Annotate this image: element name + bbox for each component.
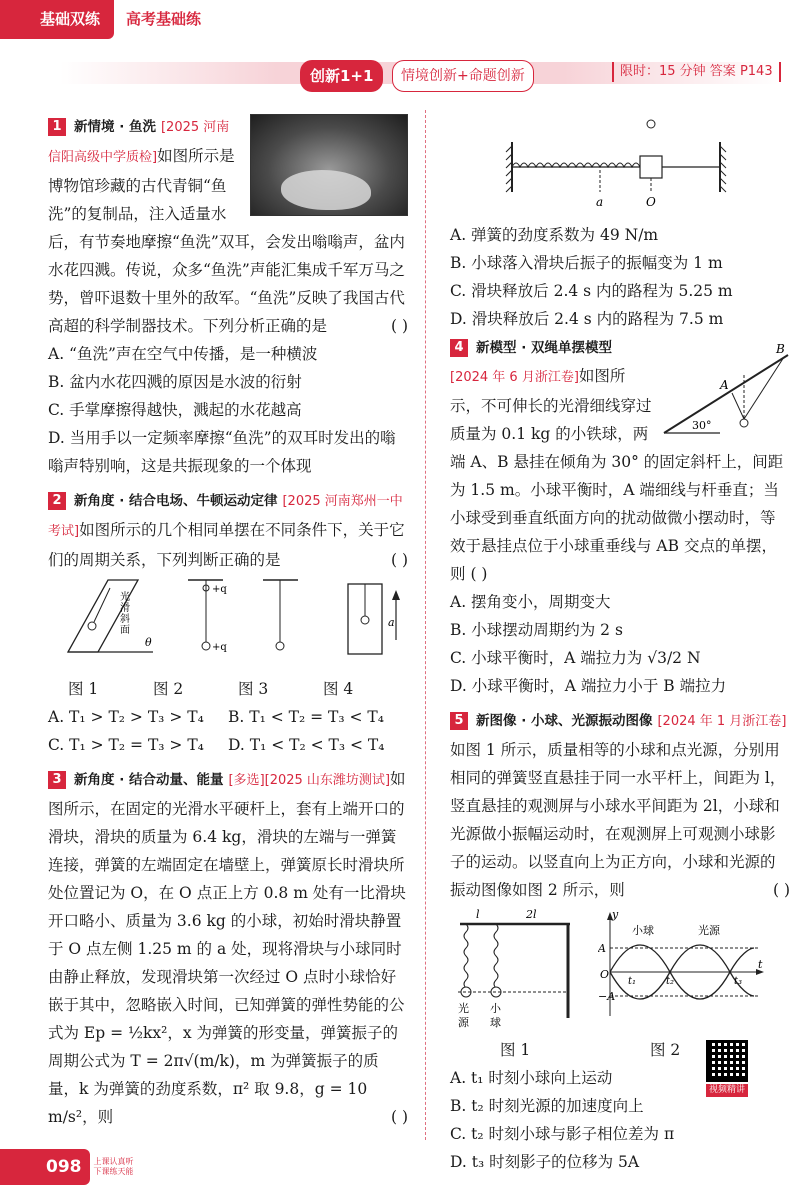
answer-paren: ( ) bbox=[470, 565, 488, 583]
question-stem: 如图 1 所示，质量相等的小球和点光源，分别用相同的弹簧竖直悬挂于同一水平杆上，间距为 l，竖直悬挂的观测屏与小球水平间距为 2l，小球和光源做小振幅运动时，在观测屏上可观测小球影子的运动。以竖直向上为正方向，小球和光源的振动图像如图 2 所示，则 bbox=[450, 741, 786, 899]
question-source: [2024 年 1 月浙江卷] bbox=[657, 714, 787, 729]
source-text: 2024 年 1 月浙江卷 bbox=[662, 714, 782, 729]
question-tag: 新角度 · 结合动量、能量 bbox=[74, 772, 224, 788]
option-a: A. t₁ 时刻小球向上运动 bbox=[450, 1069, 613, 1087]
gap-2l: 2l bbox=[526, 908, 537, 921]
option-a: A. “鱼洗”声在空气中传播，是一种横波 bbox=[48, 345, 318, 363]
question-source: [2025 河南郑州一中考试] bbox=[48, 494, 403, 539]
right-column bbox=[450, 112, 790, 1182]
amp-pos: A bbox=[598, 942, 606, 955]
question-tag: 新情境 · 鱼洗 bbox=[74, 119, 157, 135]
charge-top: +q bbox=[212, 584, 227, 595]
header-tab: 基础双练 bbox=[0, 0, 114, 39]
option-b: B. T₁ < T₂ = T₃ < T₄ bbox=[228, 708, 384, 726]
double-string-figure bbox=[660, 341, 790, 441]
question-2 bbox=[48, 486, 408, 759]
option-c: C. 手掌摩擦得越快，溅起的水花越高 bbox=[48, 401, 302, 419]
left-column bbox=[48, 112, 408, 1137]
question-stem: 如图所示是博物馆珍藏的古代青铜“鱼洗”的复制品，注入适量水后，有节奏地摩擦“鱼洗”双耳，会发出嗡嗡声，盆内水花四溅。传说，众多“鱼洗”声能汇集成千军万马之势，曾吓退数十里外的敌军。“鱼洗”反映了我国古代高超的科学制器技术。下列分析正确的是 bbox=[48, 147, 405, 335]
vibration-graph bbox=[598, 906, 768, 1036]
qr-code-icon bbox=[706, 1040, 748, 1082]
option-c: C. t₂ 时刻小球与影子相位差为 π bbox=[450, 1125, 675, 1143]
footer-slogan: 上课认真听 下课练天能 bbox=[93, 1157, 134, 1176]
option-d: D. 小球平衡时，A 端拉力小于 B 端拉力 bbox=[450, 677, 727, 695]
t2: t₂ bbox=[666, 976, 675, 987]
option-a: A. T₁ > T₂ > T₃ > T₄ bbox=[48, 708, 204, 726]
light-label: 光源 bbox=[458, 1002, 469, 1029]
point-o-label: O bbox=[646, 195, 656, 209]
answer-paren: ( ) bbox=[390, 317, 408, 335]
ball-label: 小球 bbox=[490, 1002, 501, 1029]
option-d: D. t₃ 时刻影子的位移为 5A bbox=[450, 1153, 640, 1171]
question-number: 1 bbox=[48, 118, 66, 136]
question-stem: 如图所示，在固定的光滑水平硬杆上，套有上端开口的滑块，滑块的质量为 6.4 kg，滑块的左端与一弹簧连接，弹簧的左端固定在墙壁上，弹簧原长时滑块所处位置记为 O，在 O 点正上方 0.8 m 处有一比滑块开口略小、质量为 3.6 kg 的小球，初始时滑块静置于 O 点左侧 1.25 m 的 a 处，现将滑块与小球同时由静止释放，发现滑块第一次经过 O 点时小球恰好嵌于其中，忽略嵌入时间，已知弹簧的弹性势能的公式为 Ep = ½kx²，x 为弹簧的形变量，弹簧振子的周期公式为 T = 2π√(m/k)，m 为弹簧振子的质量，k 为弹簧的劲度系数，π² 取 9.8，g = 10 m/s²，则 bbox=[48, 770, 406, 1126]
origin: O bbox=[600, 968, 610, 981]
question-source: [2025 河南信阳高级中学质检] bbox=[48, 120, 230, 165]
ball-curve-label: 小球 bbox=[632, 924, 654, 937]
pendulum-figures bbox=[48, 574, 408, 666]
option-a: A. 摆角变小，周期变大 bbox=[450, 593, 611, 611]
page-number: 098 bbox=[0, 1149, 90, 1185]
header bbox=[0, 0, 201, 38]
fig4-label: 图 4 bbox=[323, 680, 354, 698]
fish-basin-photo bbox=[250, 114, 408, 216]
t-axis: t bbox=[758, 958, 763, 971]
point-a: A bbox=[720, 378, 729, 392]
fig1-caption: 图 1 bbox=[500, 1041, 531, 1059]
answer-paren: ( ) bbox=[390, 1108, 408, 1126]
question-stem: 如图所示，不可伸长的光滑细线穿过质量为 0.1 kg 的小铁球，两端 A、B 悬挂在倾角为 30° 的固定斜杆上，间距为 1.5 m。小球平衡时，A 端细线与杆垂直；当小球受到垂直纸面方向的扰动做微小摆动时，等效于悬挂点位于小球重垂线与 AB 交点的单摆，则 bbox=[450, 367, 784, 583]
figure-4-elevator bbox=[348, 584, 400, 654]
point-a-label: a bbox=[596, 195, 604, 209]
question-tag: 新角度 · 结合电场、牛顿运动定律 bbox=[74, 493, 278, 509]
point-b: B bbox=[776, 342, 785, 356]
option-b: B. t₂ 时刻光源的加速度向上 bbox=[450, 1097, 644, 1115]
accel-label: a bbox=[388, 616, 395, 629]
theta-label: θ bbox=[145, 636, 152, 649]
option-b: B. 小球摆动周期约为 2 s bbox=[450, 621, 623, 639]
figure-2-charged bbox=[188, 580, 227, 653]
source-multi: 多选 bbox=[233, 773, 260, 788]
charge-bottom: +q bbox=[212, 642, 227, 653]
angle-label: 30° bbox=[692, 419, 712, 432]
question-number: 5 bbox=[450, 712, 468, 730]
source-text: 2025 河南郑州一中考试 bbox=[48, 494, 403, 539]
answer-paren: ( ) bbox=[390, 551, 408, 569]
source-text: 2025 山东潍坊测试 bbox=[269, 773, 385, 788]
section-subtitle: 情境创新+命题创新 bbox=[392, 60, 534, 92]
question-source: [2024 年 6 月浙江卷] bbox=[450, 370, 579, 385]
amp-neg: −A bbox=[598, 990, 616, 1003]
option-d: D. 当用手以一定频率摩擦“鱼洗”的双耳时发出的嗡嗡声特别响，这是共振现象的一个体现 bbox=[48, 429, 396, 475]
question-source: [多选][2025 山东潍坊测试] bbox=[228, 773, 391, 788]
question-stem: 如图所示的几个相同单摆在不同条件下，关于它们的周期关系，下列判断正确的是 bbox=[48, 521, 405, 569]
header-subtitle: 高考基础练 bbox=[126, 10, 202, 28]
answer-paren: ( ) bbox=[772, 881, 790, 899]
figure-1-incline bbox=[68, 580, 153, 652]
q3-option-b: B. 小球落入滑块后振子的振幅变为 1 m bbox=[450, 254, 723, 272]
fig2-label: 图 2 bbox=[153, 680, 184, 698]
oscillation-setup-figure bbox=[450, 906, 590, 1036]
option-c: C. T₁ > T₂ = T₃ > T₄ bbox=[48, 736, 204, 754]
option-d: D. T₁ < T₂ < T₃ < T₄ bbox=[228, 736, 385, 754]
question-4 bbox=[450, 333, 790, 700]
section-title: 创新1+1 bbox=[300, 60, 383, 92]
spring-slider-figure bbox=[450, 112, 780, 212]
footer bbox=[0, 1150, 138, 1184]
time-limit: 限时：15 分钟 答案 P143 bbox=[612, 62, 781, 82]
column-divider bbox=[425, 110, 426, 1140]
q3-option-c: C. 滑块释放后 2.4 s 内的路程为 5.25 m bbox=[450, 282, 733, 300]
q3-option-a: A. 弹簧的劲度系数为 49 N/m bbox=[450, 226, 659, 244]
t3: t₃ bbox=[734, 976, 743, 987]
q3-option-d: D. 滑块释放后 2.4 s 内的路程为 7.5 m bbox=[450, 310, 724, 328]
question-tag: 新图像 · 小球、光源振动图像 bbox=[476, 713, 653, 729]
fig3-label: 图 3 bbox=[238, 680, 269, 698]
t1: t₁ bbox=[628, 976, 637, 987]
light-curve-label: 光源 bbox=[698, 924, 720, 937]
source-text: 2024 年 6 月浙江卷 bbox=[455, 370, 574, 385]
source-text: 2025 河南信阳高级中学质检 bbox=[48, 120, 230, 165]
y-axis: y bbox=[612, 908, 619, 921]
gap-l: l bbox=[476, 908, 480, 921]
qr-code[interactable] bbox=[706, 1040, 748, 1097]
incline-label: 光滑斜面 bbox=[120, 592, 130, 636]
question-number: 3 bbox=[48, 771, 66, 789]
option-c: C. 小球平衡时，A 端拉力为 √3/2 N bbox=[450, 649, 701, 667]
question-number: 4 bbox=[450, 339, 468, 357]
figure-3-simple bbox=[263, 580, 298, 650]
question-number: 2 bbox=[48, 492, 66, 510]
fig2-caption: 图 2 bbox=[650, 1041, 681, 1059]
question-5 bbox=[450, 706, 790, 1176]
question-3 bbox=[48, 765, 408, 1131]
question-tag: 新模型 · 双绳单摆模型 bbox=[476, 340, 613, 356]
qr-label: 视频精讲 bbox=[706, 1084, 748, 1097]
fig1-label: 图 1 bbox=[68, 680, 99, 698]
option-b: B. 盆内水花四溅的原因是水波的衍射 bbox=[48, 373, 302, 391]
question-1 bbox=[48, 112, 408, 480]
